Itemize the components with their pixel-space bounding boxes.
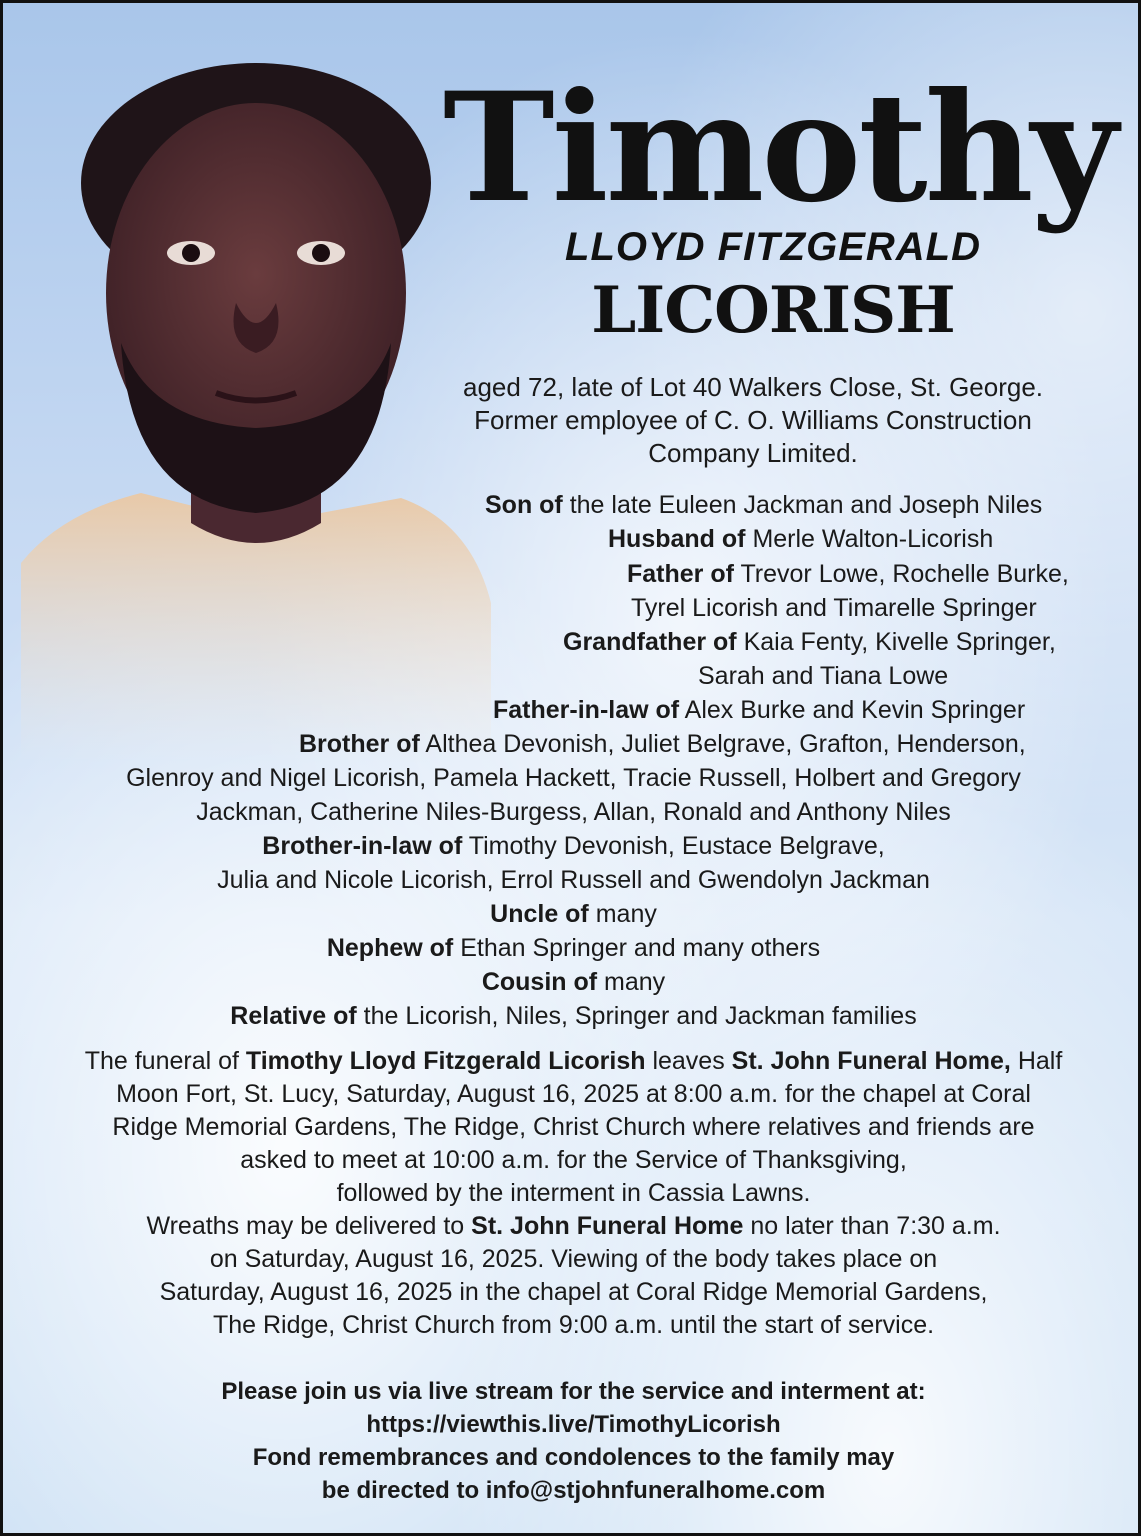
relation-father bbox=[627, 558, 1069, 591]
relation-text: the late Euleen Jackman and Joseph Niles bbox=[562, 491, 1043, 519]
relation-text: Trevor Lowe, Rochelle Burke, bbox=[733, 560, 1069, 588]
relation-text: Ethan Springer and many others bbox=[453, 934, 821, 962]
relation-uncle bbox=[63, 898, 1084, 931]
relation-label: Nephew of bbox=[326, 934, 454, 962]
relation-text: Glenroy and Nigel Licorish, Pamela Hackett, Tracie Russell, Holbert and Gregory bbox=[126, 764, 1021, 792]
funeral-details bbox=[43, 1045, 1104, 1342]
relation-grandfather-cont bbox=[698, 660, 948, 693]
last-name: LICORISH bbox=[591, 273, 955, 348]
funeral-text: no later than 7:30 a.m. bbox=[743, 1212, 1001, 1240]
middle-name: LLOYD FITZGERALD bbox=[565, 225, 981, 269]
contact-email[interactable]: be directed to info@stjohnfuneralhome.com bbox=[321, 1477, 826, 1504]
relation-label: Brother of bbox=[299, 730, 420, 758]
funeral-text: Half bbox=[1010, 1047, 1063, 1075]
relation-father-cont bbox=[631, 592, 1037, 625]
relation-text: many bbox=[588, 900, 657, 928]
funeral-line bbox=[43, 1210, 1104, 1243]
relation-son bbox=[485, 489, 1042, 522]
relation-label: Husband of bbox=[608, 525, 746, 553]
relation-brother-in-law-cont bbox=[63, 864, 1084, 897]
funeral-home-name: St. John Funeral Home, bbox=[731, 1047, 1011, 1075]
livestream-link[interactable]: https://viewthis.live/TimothyLicorish bbox=[366, 1411, 781, 1438]
relation-label: Uncle of bbox=[490, 900, 589, 928]
relation-brother bbox=[299, 728, 1026, 761]
relation-grandfather bbox=[563, 626, 1056, 659]
intro-line: Company Limited. bbox=[648, 438, 858, 468]
relation-text: Althea Devonish, Juliet Belgrave, Grafton, Henderson, bbox=[419, 730, 1026, 758]
relation-cousin bbox=[63, 966, 1084, 999]
relation-husband bbox=[608, 523, 993, 556]
livestream-notice bbox=[43, 1375, 1104, 1507]
relation-text: Merle Walton-Licorish bbox=[745, 525, 994, 553]
relation-text: Kaia Fenty, Kivelle Springer, bbox=[736, 628, 1056, 656]
funeral-line: Saturday, August 16, 2025 in the chapel at Coral Ridge Memorial Gardens, bbox=[159, 1278, 988, 1306]
stream-line: Fond remembrances and condolences to the family may bbox=[252, 1444, 895, 1471]
intro-line: Former employee of C. O. Williams Construction bbox=[474, 405, 1032, 435]
portrait-photo bbox=[21, 43, 491, 763]
relation-label: Son of bbox=[485, 491, 563, 519]
funeral-line: The Ridge, Christ Church from 9:00 a.m. until the start of service. bbox=[212, 1311, 935, 1339]
relation-text: the Licorish, Niles, Springer and Jackman families bbox=[356, 1002, 917, 1030]
funeral-text: leaves bbox=[645, 1047, 732, 1075]
relation-label: Grandfather of bbox=[563, 628, 737, 656]
first-name: Timothy bbox=[443, 60, 1115, 236]
relation-relative bbox=[63, 1000, 1084, 1033]
relation-label: Brother-in-law of bbox=[262, 832, 463, 860]
relation-father-in-law bbox=[493, 694, 1025, 727]
relation-text: Alex Burke and Kevin Springer bbox=[679, 696, 1026, 724]
relation-text: Sarah and Tiana Lowe bbox=[698, 662, 949, 690]
intro-text bbox=[443, 371, 1063, 470]
deceased-name: Timothy Lloyd Fitzgerald Licorish bbox=[245, 1047, 646, 1075]
relation-text: Timothy Devonish, Eustace Belgrave, bbox=[462, 832, 885, 860]
funeral-line: followed by the interment in Cassia Lawns. bbox=[336, 1179, 811, 1207]
funeral-line: on Saturday, August 16, 2025. Viewing of the body takes place on bbox=[209, 1245, 938, 1273]
name-header bbox=[443, 60, 1115, 348]
relation-brother-in-law bbox=[63, 830, 1084, 863]
funeral-text: The funeral of bbox=[84, 1047, 246, 1075]
intro-line: aged 72, late of Lot 40 Walkers Close, St. George. bbox=[462, 372, 1044, 402]
relation-brother-cont2 bbox=[63, 796, 1084, 829]
relation-text: Julia and Nicole Licorish, Errol Russell and Gwendolyn Jackman bbox=[217, 866, 930, 894]
funeral-line bbox=[43, 1045, 1104, 1078]
relation-nephew bbox=[63, 932, 1084, 965]
relation-brother-cont bbox=[63, 762, 1084, 795]
relation-text: many bbox=[597, 968, 666, 996]
relation-label: Father-in-law of bbox=[493, 696, 680, 724]
relation-label: Father of bbox=[627, 560, 734, 588]
relation-label: Relative of bbox=[230, 1002, 357, 1030]
funeral-text: Wreaths may be delivered to bbox=[146, 1212, 472, 1240]
funeral-home-name: St. John Funeral Home bbox=[471, 1212, 744, 1240]
relation-text: Tyrel Licorish and Timarelle Springer bbox=[631, 594, 1037, 622]
stream-line: Please join us via live stream for the service and interment at: bbox=[221, 1378, 926, 1405]
funeral-line: Ridge Memorial Gardens, The Ridge, Christ Church where relatives and friends are bbox=[112, 1113, 1035, 1141]
relation-label: Cousin of bbox=[481, 968, 598, 996]
funeral-line: asked to meet at 10:00 a.m. for the Service of Thanksgiving, bbox=[240, 1146, 907, 1174]
funeral-line: Moon Fort, St. Lucy, Saturday, August 16, 2025 at 8:00 a.m. for the chapel at Coral bbox=[116, 1080, 1031, 1108]
relation-text: Jackman, Catherine Niles-Burgess, Allan, Ronald and Anthony Niles bbox=[196, 798, 951, 826]
